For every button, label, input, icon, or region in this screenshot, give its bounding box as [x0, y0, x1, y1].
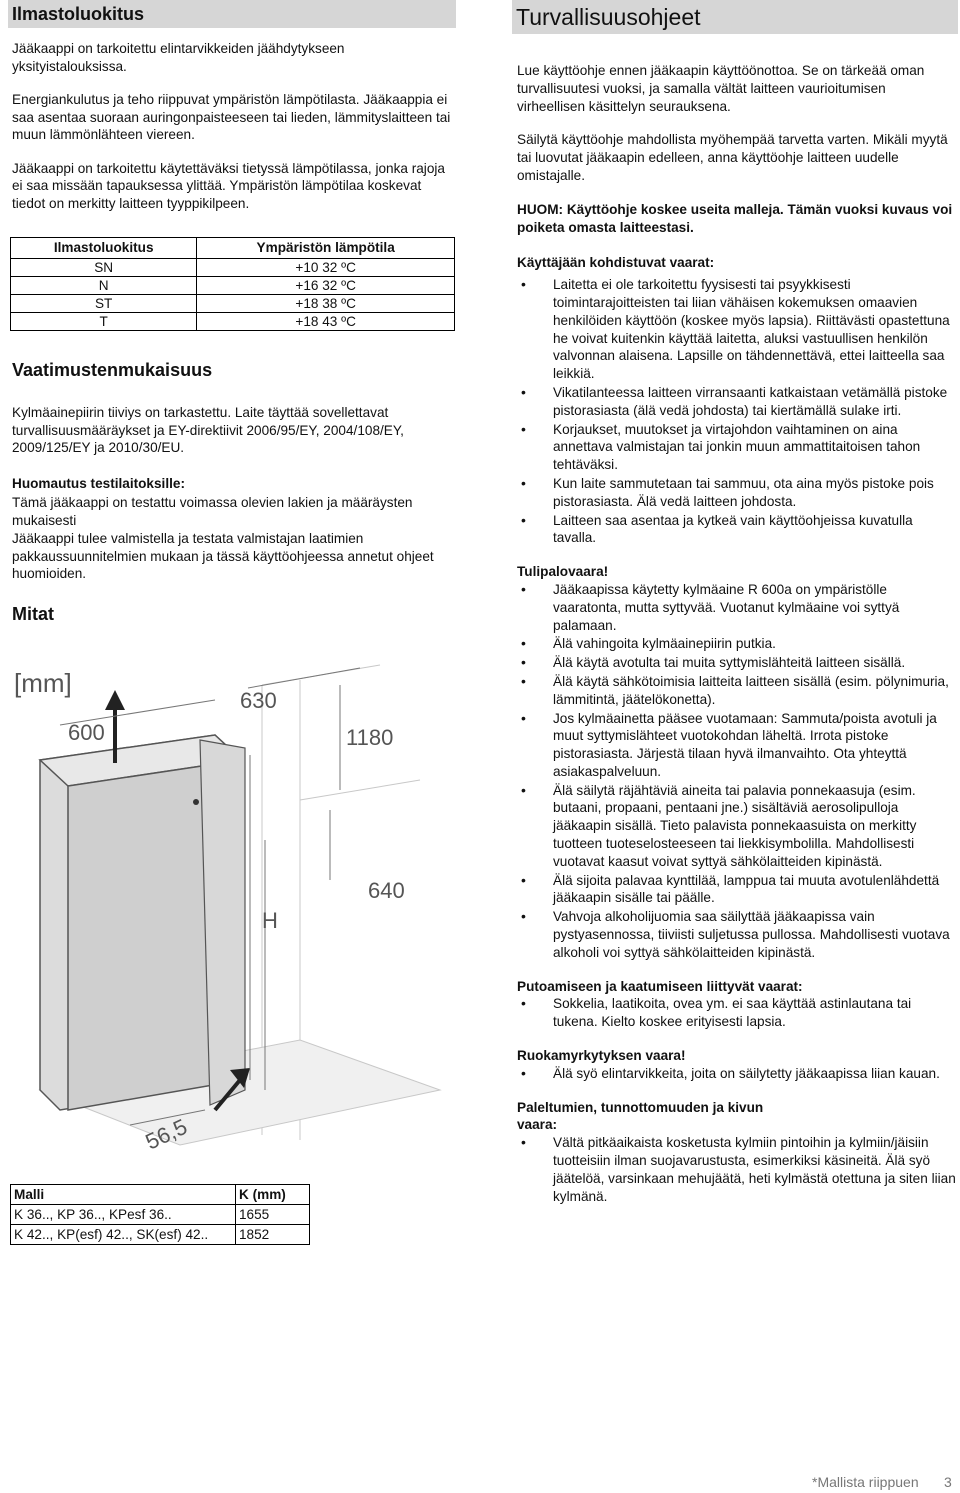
note-heading: Huomautus testilaitoksille:	[12, 476, 185, 491]
left-heading: Ilmastoluokitus	[8, 0, 456, 28]
section-fall-hazard	[517, 978, 957, 1031]
right-p2: Säilytä käyttöohje mahdollista myöhempää tarvetta varten. Mikäli myytä tai luovutat jääkaapin edelleen, anna käyttöohje laitteen uudelle omistajalle.	[517, 132, 948, 183]
arrow-up-head	[105, 690, 125, 710]
bullet-list	[517, 276, 957, 547]
list-item: • Korjaukset, muutokset ja virtajohdon vaihtaminen on aina annettava valmistajan tai jonkin muun ammattitaitoisen tahon tehtäväksi.	[517, 421, 957, 474]
table-cell: T	[11, 313, 197, 331]
table-cell: 1852	[236, 1225, 310, 1245]
table-row	[11, 1205, 310, 1225]
right-text-block	[517, 62, 957, 1206]
dimensions-diagram	[0, 640, 460, 1160]
list-item: • Laitetta ei ole tarkoitettu fyysisesti tai psyykkisesti toimintarajoitteisten tai liian vähäisen kokemuksen omaavien henkilöiden käyttöön (koskee myös lapsia). Riittävästi opastettuna he voivat kuitenkin käyttää laitetta, aluksi vastuullisen henkilön valvonnan alaisena. Lapsille on tähdennettävä, ettei laitteella saa leikkiä.	[517, 276, 957, 383]
bullet-list	[517, 1134, 957, 1205]
table-cell: SN	[11, 259, 197, 277]
dim-56-5-label: 56,5	[141, 1113, 191, 1155]
table-header: Ilmastoluokitus	[11, 238, 197, 259]
section-title: Ruokamyrkytyksen vaara!	[517, 1048, 686, 1064]
bullet-list	[517, 995, 957, 1031]
unit-label: [mm]	[14, 668, 72, 698]
table-cell: +10 32 ºC	[197, 259, 455, 277]
bullet-list	[517, 581, 957, 962]
list-item: • Jääkaapissa käytetty kylmäaine R 600a on ympäristölle vaaratonta, mutta syttyvää. Vuotanut kylmäaine voi syttyä palamaan.	[517, 581, 957, 634]
table-row	[11, 259, 455, 277]
right-p1: Lue käyttöohje ennen jääkaapin käyttöönottoa. Se on tärkeää oman turvallisuutesi vuoksi, ja samalla vältät laitteen vaurioitumisen virheellisen käsittelyn seurauksena.	[517, 63, 925, 114]
climate-class-table	[10, 237, 455, 331]
table-row	[11, 313, 455, 331]
section-fire-hazard	[517, 563, 957, 962]
bullet-list	[517, 1065, 957, 1083]
left-p3: Jääkaappi on tarkoitettu käytettäväksi tietyssä lämpötilassa, jonka rajoja ei saa missään tapauksessa ylittää. Ympäristön lämpötilaa koskevat tiedot on merkitty laitteen tyyppikilpeen.	[12, 160, 445, 211]
conformity-text: Kylmäainepiirin tiiviys on tarkastettu. Laite täyttää sovellettavat turvallisuusmääräykset ja EY-direktiivit 2006/95/EY, 2004/108/EY, 2009/125/EY ja 2010/30/EU.	[12, 405, 404, 455]
section-food-poisoning	[517, 1047, 957, 1083]
section-title: Putoamiseen ja kaatumiseen liittyvät vaarat:	[517, 978, 803, 994]
list-item: • Älä säilytä räjähtäviä aineita tai palavia ponnekaasuja (esim. butaani, propaani, pentaani jne.) sisältäviä aerosolipulloja jääkaapin sisällä. Tieto palavista ponnekaasuista on merkitty tuotteen tuoteselosteeseen tai liekkisymbolilla. Mahdollisesti vuotavat kaasut voivat syttyä sähkölaitteiden kipinästä.	[517, 782, 957, 871]
left-p2: Energiankulutus ja teho riippuvat ympäristön lämpötilasta. Jääkaappia ei saa asentaa suoraan auringonpaisteeseen tai lieden, lämmityslaitteen tai muun lämmönlähteen viereen.	[12, 92, 451, 142]
dim-600-label: 600	[68, 720, 105, 745]
table-header: K (mm)	[236, 1185, 310, 1205]
table-cell: K 42.., KP(esf) 42.., SK(esf) 42..	[11, 1225, 236, 1245]
list-item: • Vahvoja alkoholijuomia saa säilyttää jääkaapissa vain pystyasennossa, tiiviisti suljetussa pullossa. Mahdollisesti vuotava alkoholi voi syttyä sähkölaitteiden kipinästä.	[517, 908, 957, 961]
section-user-hazards	[517, 254, 957, 547]
right-heading: Turvallisuusohjeet	[512, 0, 958, 34]
list-item: • Älä käytä sähkötoimisia laitteita laitteen sisällä (esim. pölynimuria, lämmitintä, jäätelökonetta).	[517, 673, 957, 709]
table-row	[11, 277, 455, 295]
table-cell: ST	[11, 295, 197, 313]
list-item: • Vikatilanteessa laitteen virransaanti katkaistaan vetämällä pistoke pistorasiasta (älä vedä johdosta) tai kiertämällä sulake irti.	[517, 384, 957, 420]
section-title: Paleltumien, tunnottomuuden ja kivun vaara:	[517, 1099, 764, 1133]
section-frostbite	[517, 1099, 957, 1206]
door-hinge	[193, 799, 199, 805]
table-cell: +18 43 ºC	[197, 313, 455, 331]
list-item: • Älä vahingoita kylmäainepiirin putkia.	[517, 635, 957, 653]
section-title: Käyttäjään kohdistuvat vaarat:	[517, 255, 715, 271]
note-text-2: Jääkaappi tulee valmistella ja testata valmistajan laatimien pakkaussuunnitelmien mukaan ja tässä käyttöohjeessa annetut ohjeet huomioiden.	[12, 531, 434, 581]
table-cell: K 36.., KP 36.., KPesf 36..	[11, 1205, 236, 1225]
list-item: • Laitteen saa asentaa ja kytkeä vain käyttöohjeissa kuvatulla tavalla.	[517, 512, 957, 548]
list-item: • Älä sijoita palavaa kynttilää, lamppua tai muuta avotulenlähdettä jääkaapin sisälle tai päälle.	[517, 872, 957, 908]
page-number: 3	[944, 1474, 952, 1490]
table-row	[11, 1225, 310, 1245]
conformity-heading: Vaatimustenmukaisuus	[12, 360, 213, 380]
table-header-row	[11, 238, 455, 259]
table-cell: +18 38 ºC	[197, 295, 455, 313]
dim-h-label: H	[262, 908, 278, 933]
huom-note: HUOM: Käyttöohje koskee useita malleja. Tämän vuoksi kuvaus voi poiketa omasta laitteestasi.	[517, 201, 953, 235]
model-table	[10, 1184, 310, 1245]
dimensions-heading: Mitat	[12, 604, 54, 624]
table-header: Ympäristön lämpötila	[197, 238, 455, 259]
list-item: • Vältä pitkäaikaista kosketusta kylmiin pintoihin ja kylmiin/jäisiin tuotteisiin ilman suojavarustusta, esimerkiksi käsineitä. Älä syö jäätelöä, varsinkaan mehujäätä, heti kylmästä otettuna ja siten liian kylmänä.	[517, 1134, 957, 1205]
dim-630-label: 630	[240, 688, 277, 713]
table-cell: N	[11, 277, 197, 295]
section-title: Tulipalovaara!	[517, 564, 609, 580]
list-item: • Älä syö elintarvikkeita, joita on säilytetty jääkaapissa liian kauan.	[517, 1065, 957, 1083]
dim-640-label: 640	[368, 878, 405, 903]
table-header: Malli	[11, 1185, 236, 1205]
table-cell: 1655	[236, 1205, 310, 1225]
list-item: • Kun laite sammutetaan tai sammuu, ota aina myös pistoke pois pistorasiasta. Älä vedä laitteen johdosta.	[517, 475, 957, 511]
list-item: • Sokkelia, laatikoita, ovea ym. ei saa käyttää astinlautana tai tukena. Kielto koskee erityisesti lapsia.	[517, 995, 957, 1031]
note-text-1: Tämä jääkaappi on testattu voimassa olevien lakien ja määräysten mukaisesti	[12, 495, 413, 528]
left-text-block	[12, 40, 452, 212]
table-header-row	[11, 1185, 310, 1205]
left-p1: Jääkaappi on tarkoitettu elintarvikkeiden jäähdytykseen yksityistalouksissa.	[12, 41, 345, 74]
footer-note: *Mallista riippuen	[812, 1474, 919, 1490]
dim-1180-label: 1180	[346, 725, 394, 750]
list-item: • Jos kylmäainetta pääsee vuotamaan: Sammuta/poista avotuli ja muut syttymislähteet vuotokohdan läheltä. Irrota pistoke pistorasiasta. Järjestä tilaan hyvä ilmanvaihto. Ota yhteyttä asiakaspalveluun.	[517, 710, 957, 781]
list-item: • Älä käytä avotulta tai muita syttymislähteitä laitteen sisällä.	[517, 654, 957, 672]
table-cell: +16 32 ºC	[197, 277, 455, 295]
table-row	[11, 295, 455, 313]
